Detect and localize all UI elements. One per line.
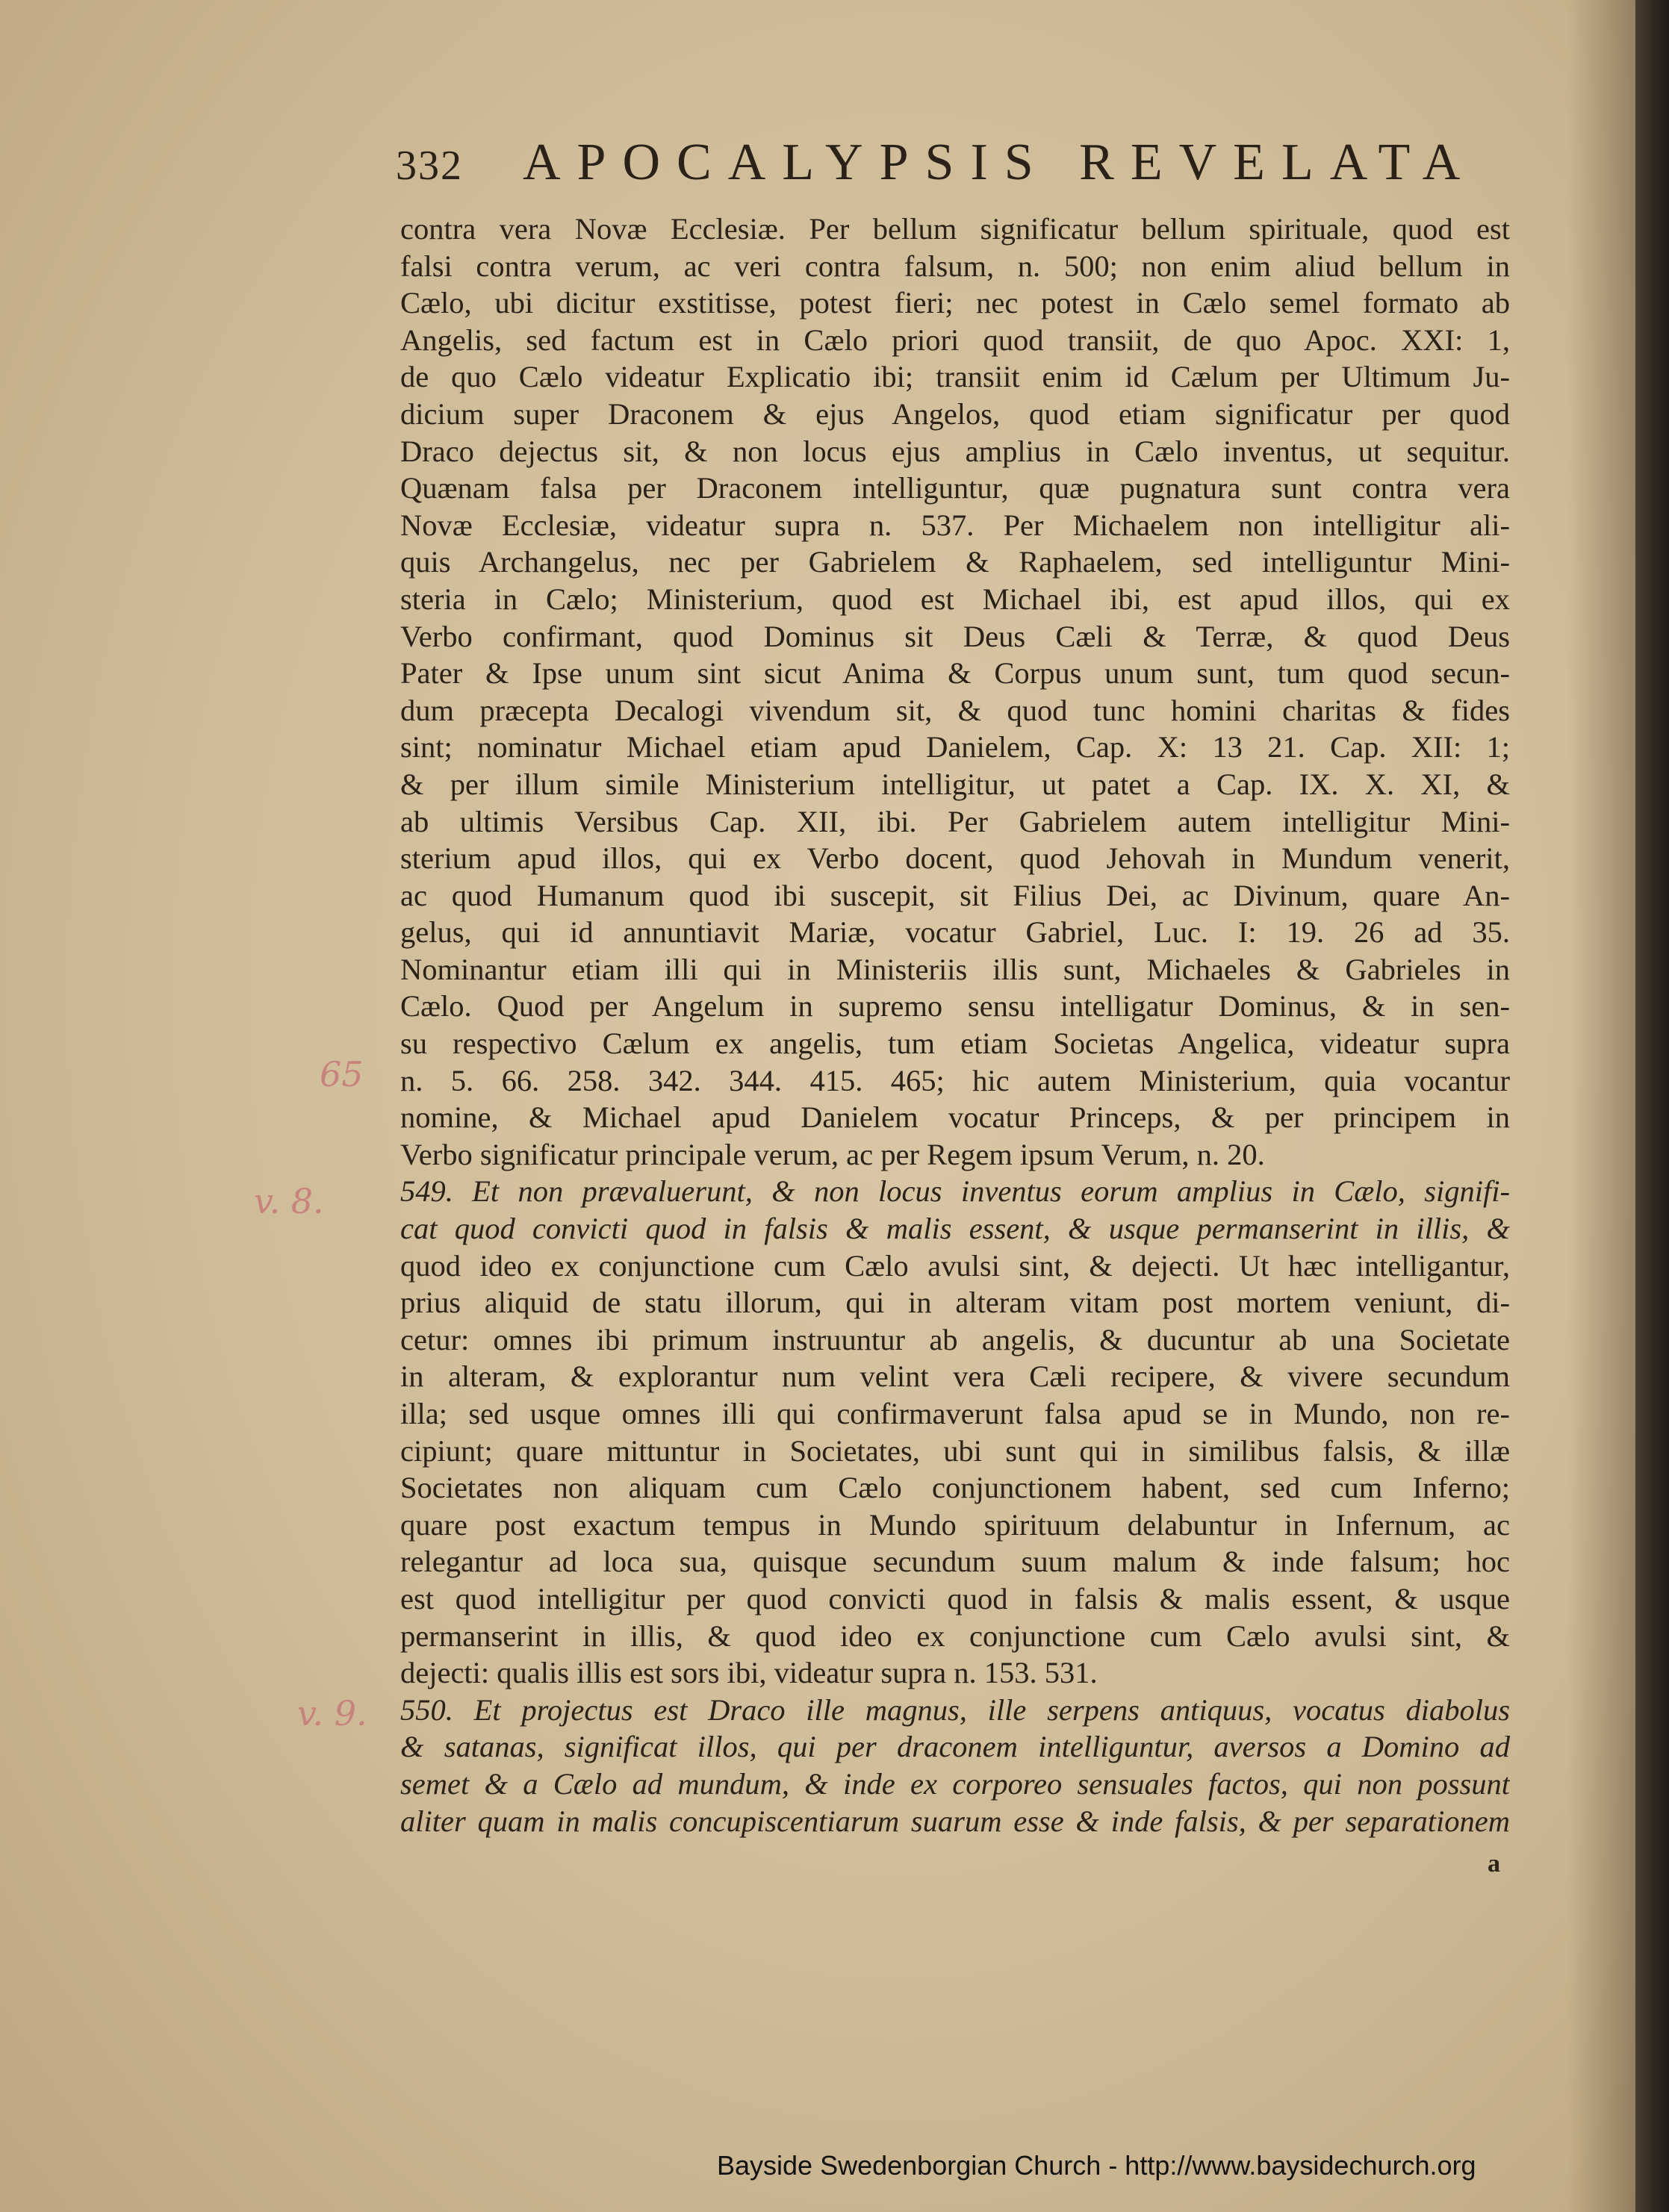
text-line: falsi contra verum, ac veri contra falsum, n. 500; non enim aliud bellum in	[400, 249, 1510, 283]
text-line: prius aliquid de statu illorum, qui in alteram vitam post mortem veniunt, di-	[400, 1286, 1510, 1320]
text-line: de quo Cælo videatur Explicatio ibi; transiit enim id Cælum per Ultimum Ju-	[400, 360, 1510, 394]
text-line: Verbo confirmant, quod Dominus sit Deus Cæli & Terræ, & quod Deus	[400, 619, 1510, 653]
text-line: relegantur ad loca sua, quisque secundum suum malum & inde falsum; hoc	[400, 1545, 1510, 1579]
text-line: steria in Cælo; Ministerium, quod est Michael ibi, est apud illos, qui ex	[400, 582, 1510, 616]
text-line: Cælo. Quod per Angelum in supremo sensu intelligatur Dominus, & in sen-	[400, 989, 1510, 1024]
watermark-text: Bayside Swedenborgian Church - http://www.baysidechurch.org	[717, 2150, 1476, 2181]
text-line: cat quod convicti quod in falsis & malis essent, & usque permanserint in illis, &	[400, 1212, 1510, 1246]
text-line: 549. Et non prævaluerunt, & non locus inventus eorum amplius in Cælo, signifi-	[400, 1174, 1510, 1209]
text-line: nomine, & Michael apud Danielem vocatur Princeps, & per principem in	[400, 1100, 1510, 1135]
text-line: est quod intelligitur per quod convicti quod in falsis & malis essent, & usque	[400, 1581, 1510, 1616]
margin-note: v. 9.	[297, 1693, 367, 1733]
text-line: Novæ Ecclesiæ, videatur supra n. 537. Per Michaelem non intelligitur ali-	[400, 508, 1510, 542]
catchword: a	[1488, 1850, 1500, 1878]
text-line: Societates non aliquam cum Cælo conjunctionem habent, sed cum Inferno;	[400, 1471, 1510, 1505]
text-line: semet & a Cælo ad mundum, & inde ex corporeo sensuales factos, qui non possunt	[400, 1766, 1510, 1801]
margin-note: v. 8.	[254, 1181, 324, 1221]
text-line: dejecti: qualis illis est sors ibi, videatur supra n. 153. 531.	[400, 1656, 1098, 1690]
text-line: aliter quam in malis concupiscentiarum suarum esse & inde falsis, & per separationem	[400, 1804, 1510, 1838]
text-line: contra vera Novæ Ecclesiæ. Per bellum significatur bellum spirituale, quod est	[400, 212, 1510, 246]
text-line: Quænam falsa per Draconem intelliguntur, quæ pugnatura sunt contra vera	[400, 471, 1510, 505]
text-line: & per illum simile Ministerium intelligitur, ut patet a Cap. IX. X. XI, &	[400, 767, 1510, 801]
text-line: Draco dejectus sit, & non locus ejus amplius in Cælo inventus, ut sequitur.	[400, 434, 1510, 468]
text-line: 550. Et projectus est Draco ille magnus, ille serpens antiquus, vocatus diabolus	[400, 1692, 1510, 1727]
page-header	[396, 133, 1477, 200]
text-line: dum præcepta Decalogi vivendum sit, & quod tunc homini charitas & fides	[400, 693, 1510, 727]
text-line: Angelis, sed factum est in Cælo priori quod transiit, de quo Apoc. XXI: 1,	[400, 323, 1510, 357]
text-line: in alteram, & explorantur num velint vera Cæli recipere, & vivere secundum	[400, 1359, 1510, 1394]
text-line: Pater & Ipse unum sint sicut Anima & Corpus unum sunt, tum quod secun-	[400, 656, 1510, 691]
page-gutter-shadow	[1568, 0, 1635, 2212]
text-line: illa; sed usque omnes illi qui confirmaverunt falsa apud se in Mundo, non re-	[400, 1397, 1510, 1430]
text-line: cipiunt; quare mittuntur in Societates, ubi sunt qui in similibus falsis, & illæ	[400, 1433, 1510, 1468]
text-line: permanserint in illis, & quod ideo ex conjunctione cum Cælo avulsi sint, &	[400, 1619, 1510, 1653]
text-line: su respectivo Cælum ex angelis, tum etiam Societas Angelica, videatur supra	[400, 1026, 1510, 1061]
text-line: gelus, qui id annuntiavit Mariæ, vocatur Gabriel, Luc. I: 19. 26 ad 35.	[400, 915, 1510, 950]
running-title: APOCALYPSIS REVELATA	[523, 134, 1477, 191]
text-line: sint; nominatur Michael etiam apud Danielem, Cap. X: 13 21. Cap. XII: 1;	[400, 730, 1510, 764]
text-line: n. 5. 66. 258. 342. 344. 415. 465; hic autem Ministerium, quia vocantur	[400, 1063, 1510, 1097]
text-line: cetur: omnes ibi primum instruuntur ab angelis, & ducuntur ab una Societate	[400, 1322, 1510, 1356]
text-line: dicium super Draconem & ejus Angelos, quod etiam significatur per quod	[400, 396, 1510, 431]
text-line: quis Archangelus, nec per Gabrielem & Raphaelem, sed intelliguntur Mini-	[400, 545, 1510, 579]
text-line: Nominantur etiam illi qui in Ministeriis illis sunt, Michaeles & Gabrieles in	[400, 952, 1510, 986]
text-line: sterium apud illos, qui ex Verbo docent, quod Jehovah in Mundum venerit,	[400, 841, 1510, 876]
margin-note: 65	[320, 1054, 364, 1094]
text-line: quod ideo ex conjunctione cum Cælo avulsi sint, & dejecti. Ut hæc intelligantur,	[400, 1248, 1510, 1283]
page-number: 332	[396, 143, 463, 189]
text-line: ac quod Humanum quod ibi suscepit, sit Filius Dei, ac Divinum, quare An-	[400, 878, 1510, 912]
text-line: Cælo, ubi dicitur exstitisse, potest fieri; nec potest in Cælo semel formato ab	[400, 286, 1510, 320]
text-line: & satanas, significat illos, qui per draconem intelliguntur, aversos a Domino ad	[400, 1730, 1510, 1764]
text-line: ab ultimis Versibus Cap. XII, ibi. Per Gabrielem autem intelligitur Mini-	[400, 804, 1510, 838]
text-line: quare post exactum tempus in Mundo spirituum delabuntur in Infernum, ac	[400, 1507, 1510, 1542]
body-text	[400, 211, 1510, 1839]
book-spine	[1635, 0, 1669, 2212]
text-line: Verbo significatur principale verum, ac per Regem ipsum Verum, n. 20.	[400, 1137, 1265, 1171]
